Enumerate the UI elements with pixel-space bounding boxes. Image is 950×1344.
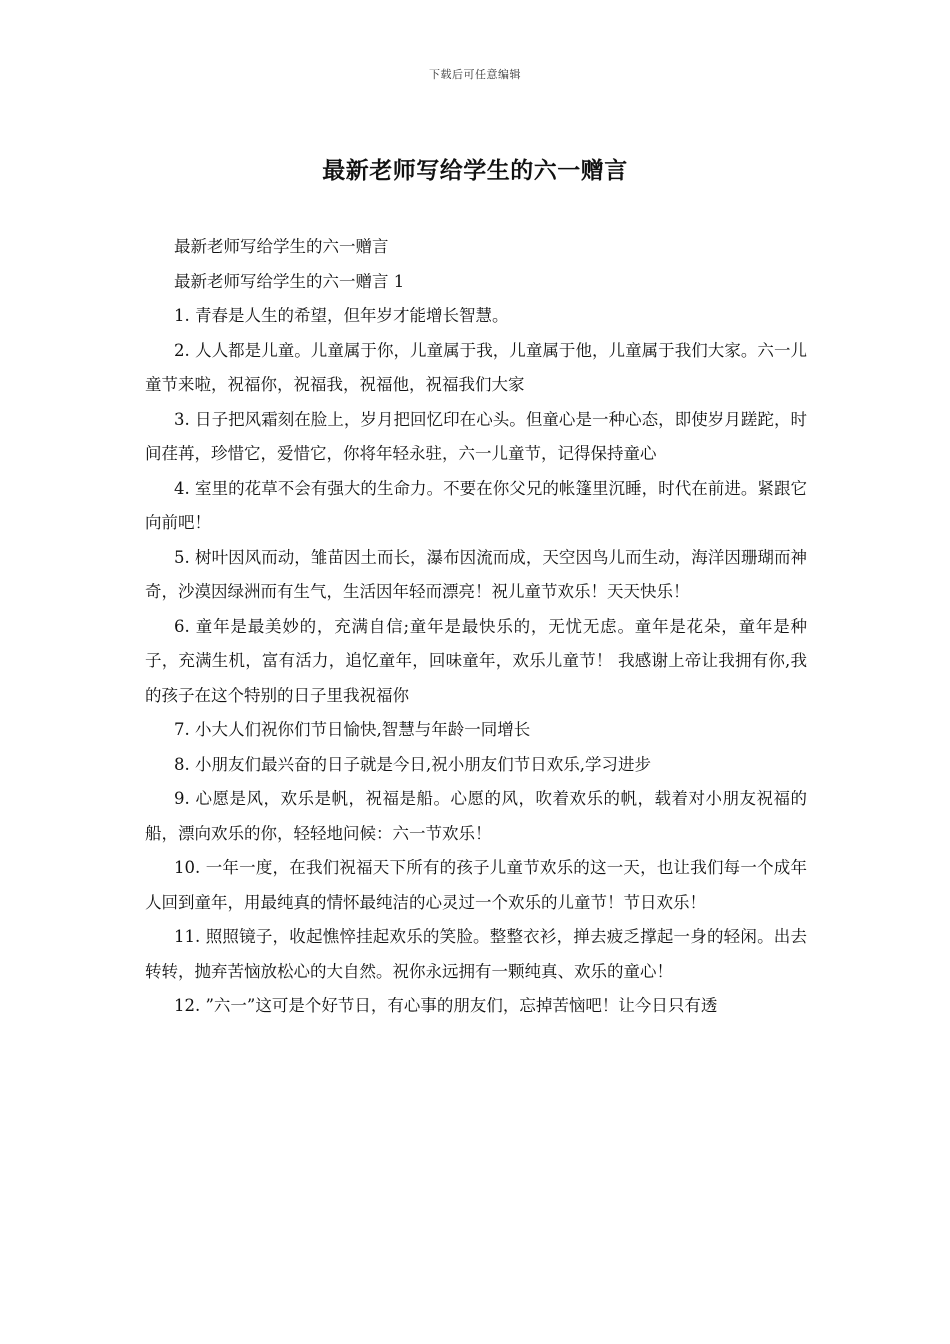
- paragraph: 8. 小朋友们最兴奋的日子就是今日,祝小朋友们节日欢乐,学习进步: [174, 754, 651, 774]
- header-note: 下载后可任意编辑: [429, 68, 521, 81]
- paragraph: 10. 一年一度，在我们祝福天下所有的孩子儿童节欢乐的这一天，也让我们每一个成年人回到童年，用最纯真的情怀最纯洁的心灵过一个欢乐的儿童节！节日欢乐！: [145, 858, 807, 912]
- paragraph: 4. 室里的花草不会有强大的生命力。不要在你父兄的帐篷里沉睡，时代在前进。紧跟它向前吧！: [145, 478, 807, 532]
- paragraph: 9. 心愿是风，欢乐是帆，祝福是船。心愿的风，吹着欢乐的帆，载着对小朋友祝福的船，漂向欢乐的你，轻轻地问候：六一节欢乐！: [145, 789, 807, 843]
- paragraph: 3. 日子把风霜刻在脸上，岁月把回忆印在心头。但童心是一种心态，即使岁月蹉跎，时间荏苒，珍惜它，爱惜它，你将年轻永驻，六一儿童节，记得保持童心: [145, 409, 807, 463]
- paragraph: 11. 照照镜子，收起憔悴挂起欢乐的笑脸。整整衣衫，掸去疲乏撑起一身的轻闲。出去转转，抛弃苦恼放松心的大自然。祝你永远拥有一颗纯真、欢乐的童心！: [145, 927, 807, 981]
- paragraph: 5. 树叶因风而动，雏苗因土而长，瀑布因流而成，天空因鸟儿而生动，海洋因珊瑚而神奇，沙漠因绿洲而有生气，生活因年轻而漂亮！祝儿童节欢乐！天天快乐！: [145, 547, 807, 601]
- paragraph: 7. 小大人们祝你们节日愉快,智慧与年龄一同增长: [174, 720, 531, 739]
- paragraph: 最新老师写给学生的六一赠言: [174, 237, 389, 256]
- paragraph: 最新老师写给学生的六一赠言 1: [174, 271, 405, 291]
- document-body: [145, 230, 807, 1024]
- paragraph: 12. ”六一”这可是个好节日，有心事的朋友们，忘掉苦恼吧！让今日只有透: [174, 996, 718, 1015]
- paragraph: 6. 童年是最美妙的，充满自信;童年是最快乐的，无忧无虑。童年是花朵，童年是种子，充满生机，富有活力，追忆童年，回味童年，欢乐儿童节！ 我感谢上帝让我拥有你,我的孩子在这个特别的日子里我祝福你: [145, 616, 807, 705]
- document-title: 最新老师写给学生的六一赠言: [322, 157, 628, 184]
- paragraph: 2. 人人都是儿童。儿童属于你，儿童属于我，儿童属于他，儿童属于我们大家。六一儿童节来啦，祝福你，祝福我，祝福他，祝福我们大家: [145, 340, 807, 394]
- paragraph: 1. 青春是人生的希望，但年岁才能增长智慧。: [174, 306, 509, 325]
